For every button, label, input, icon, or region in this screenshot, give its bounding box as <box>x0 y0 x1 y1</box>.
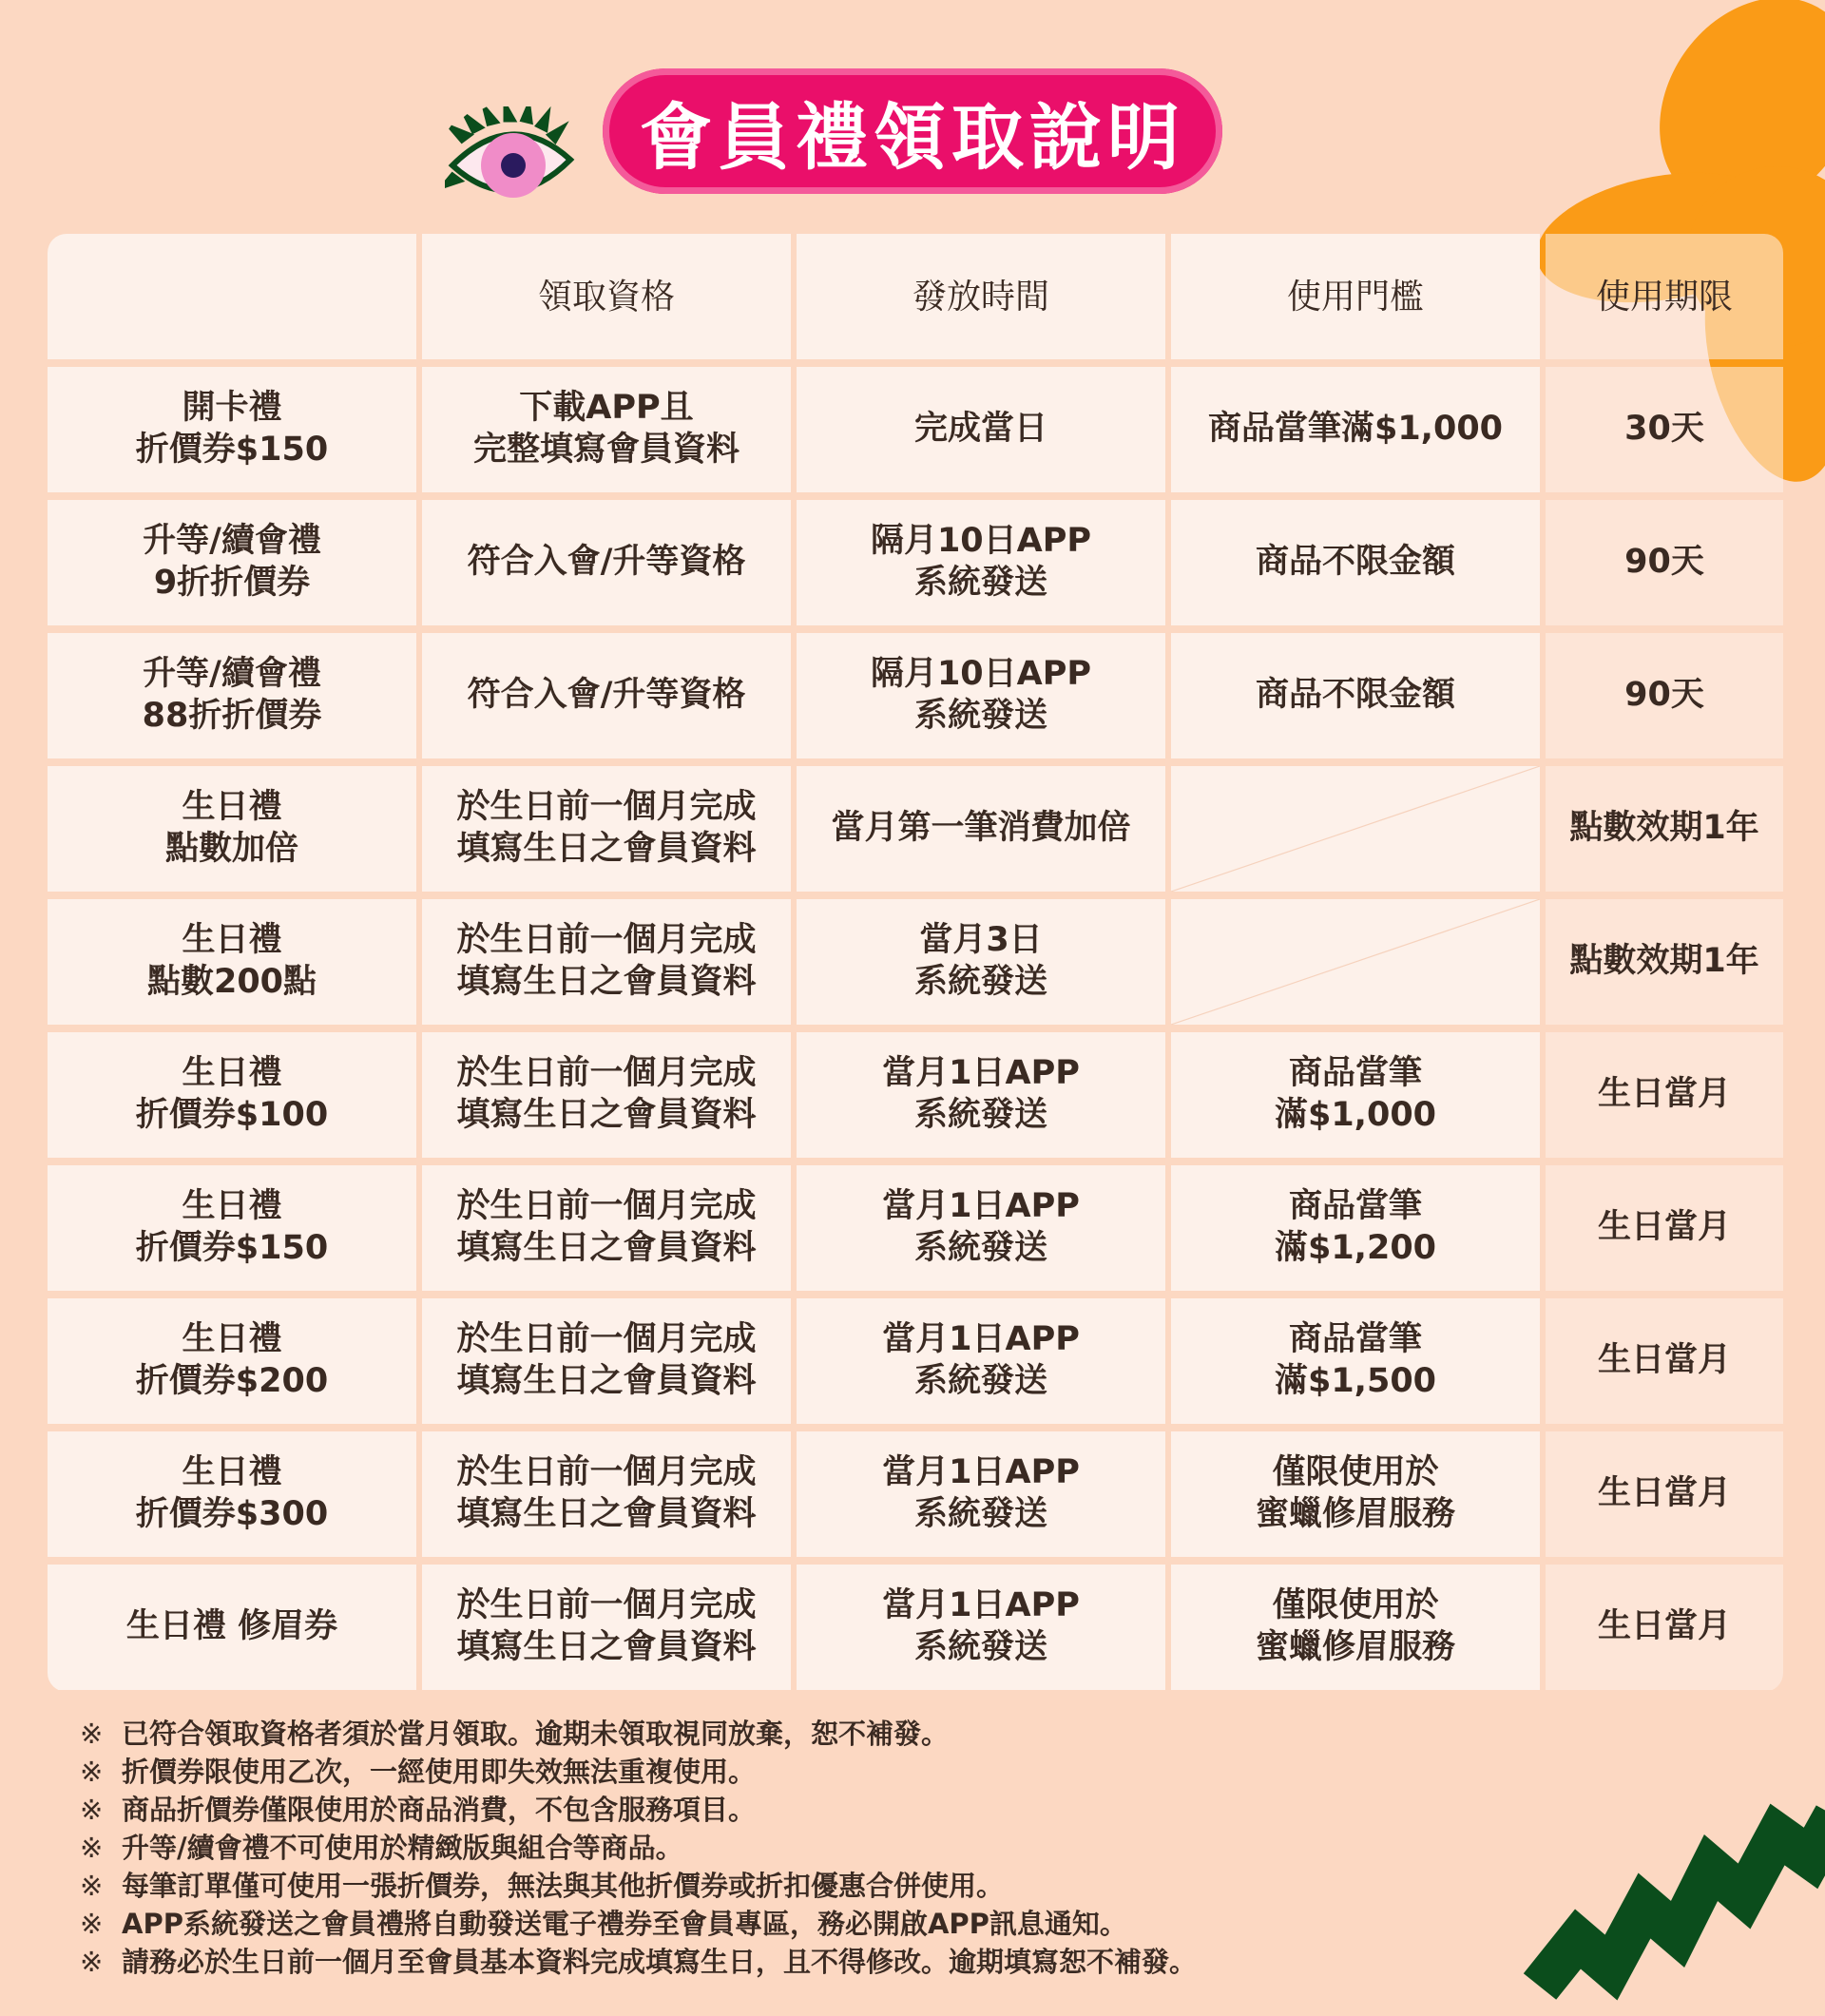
cell-eligibility: 下載APP且 完整填寫會員資料 <box>422 367 791 492</box>
cell-eligibility: 於生日前一個月完成 填寫生日之會員資料 <box>422 1565 791 1690</box>
cell-issue-time: 當月第一筆消費加倍 <box>797 766 1165 892</box>
cell-issue-time: 當月1日APP 系統發送 <box>797 1032 1165 1158</box>
empty-cell-slash <box>1171 766 1540 892</box>
cell-issue-time: 完成當日 <box>797 367 1165 492</box>
note-text: 已符合領取資格者須於當月領取。逾期未領取視同放棄，恕不補發。 <box>122 1718 950 1750</box>
cell-gift-name: 生日禮 折價券$200 <box>48 1298 416 1424</box>
cell-issue-time: 當月1日APP 系統發送 <box>797 1431 1165 1557</box>
note-mark-icon: ※ <box>80 1756 104 1788</box>
cell-usage-threshold: 商品不限金額 <box>1171 500 1540 625</box>
cell-usage-threshold: 商品當筆 滿$1,000 <box>1171 1032 1540 1158</box>
cell-usage-threshold: 僅限使用於 蜜蠟修眉服務 <box>1171 1565 1540 1690</box>
cell-gift-name: 開卡禮 折價券$150 <box>48 367 416 492</box>
header-gift-name <box>48 234 416 359</box>
notes-list <box>80 1715 1506 1981</box>
note-text: APP系統發送之會員禮將自動發送電子禮券至會員專區，務必開啟APP訊息通知。 <box>122 1908 1127 1940</box>
note-text: 折價券限使用乙次，一經使用即失效無法重複使用。 <box>122 1756 757 1788</box>
cell-usage-threshold <box>1171 899 1540 1025</box>
cell-eligibility: 於生日前一個月完成 填寫生日之會員資料 <box>422 899 791 1025</box>
cell-validity: 生日當月 <box>1546 1165 1783 1291</box>
cell-gift-name: 生日禮 點數加倍 <box>48 766 416 892</box>
note-item <box>80 1943 1506 1981</box>
header-usage-threshold: 使用門檻 <box>1171 234 1540 359</box>
zigzag-icon <box>1521 1749 1825 2016</box>
cell-issue-time: 當月1日APP 系統發送 <box>797 1565 1165 1690</box>
cell-usage-threshold <box>1171 766 1540 892</box>
cell-gift-name: 生日禮 修眉券 <box>48 1565 416 1690</box>
cell-validity: 生日當月 <box>1546 1032 1783 1158</box>
header-issue-time: 發放時間 <box>797 234 1165 359</box>
cell-validity: 90天 <box>1546 633 1783 758</box>
cell-usage-threshold: 商品當筆滿$1,000 <box>1171 367 1540 492</box>
note-text: 每筆訂單僅可使用一張折價券，無法與其他折價券或折扣優惠合併使用。 <box>122 1870 1005 1902</box>
cell-gift-name: 生日禮 折價券$100 <box>48 1032 416 1158</box>
cell-eligibility: 於生日前一個月完成 填寫生日之會員資料 <box>422 1165 791 1291</box>
gift-table-grid <box>48 234 1783 1692</box>
note-item <box>80 1753 1506 1791</box>
cell-usage-threshold: 商品當筆 滿$1,200 <box>1171 1165 1540 1291</box>
note-item <box>80 1867 1506 1905</box>
cell-validity: 生日當月 <box>1546 1431 1783 1557</box>
note-item <box>80 1791 1506 1829</box>
note-text: 升等/續會禮不可使用於精緻版與組合等商品。 <box>122 1832 683 1864</box>
cell-issue-time: 當月1日APP 系統發送 <box>797 1165 1165 1291</box>
header-eligibility: 領取資格 <box>422 234 791 359</box>
page-title: 會員禮領取說明 <box>640 94 1185 180</box>
cell-validity: 生日當月 <box>1546 1298 1783 1424</box>
cell-validity: 90天 <box>1546 500 1783 625</box>
cell-eligibility: 於生日前一個月完成 填寫生日之會員資料 <box>422 1032 791 1158</box>
cell-eligibility: 符合入會/升等資格 <box>422 633 791 758</box>
cell-gift-name: 生日禮 折價券$150 <box>48 1165 416 1291</box>
gift-table <box>48 234 1783 1692</box>
note-mark-icon: ※ <box>80 1908 104 1940</box>
cell-eligibility: 於生日前一個月完成 填寫生日之會員資料 <box>422 1431 791 1557</box>
cell-issue-time: 當月1日APP 系統發送 <box>797 1298 1165 1424</box>
cell-usage-threshold: 商品不限金額 <box>1171 633 1540 758</box>
note-mark-icon: ※ <box>80 1870 104 1902</box>
cell-validity: 生日當月 <box>1546 1565 1783 1690</box>
note-item <box>80 1829 1506 1867</box>
cell-eligibility: 符合入會/升等資格 <box>422 500 791 625</box>
note-item <box>80 1905 1506 1943</box>
title-banner <box>603 68 1222 194</box>
cell-usage-threshold: 僅限使用於 蜜蠟修眉服務 <box>1171 1431 1540 1557</box>
cell-validity: 30天 <box>1546 367 1783 492</box>
cell-issue-time: 當月3日 系統發送 <box>797 899 1165 1025</box>
note-item <box>80 1715 1506 1753</box>
header-validity: 使用期限 <box>1546 234 1783 359</box>
cell-eligibility: 於生日前一個月完成 填寫生日之會員資料 <box>422 766 791 892</box>
eye-icon <box>445 106 582 213</box>
cell-gift-name: 生日禮 折價券$300 <box>48 1431 416 1557</box>
empty-cell-slash <box>1171 899 1540 1025</box>
cell-validity: 點數效期1年 <box>1546 899 1783 1025</box>
note-mark-icon: ※ <box>80 1794 104 1826</box>
cell-gift-name: 升等/續會禮 88折折價券 <box>48 633 416 758</box>
cell-gift-name: 生日禮 點數200點 <box>48 899 416 1025</box>
cell-usage-threshold: 商品當筆 滿$1,500 <box>1171 1298 1540 1424</box>
note-mark-icon: ※ <box>80 1946 104 1978</box>
note-mark-icon: ※ <box>80 1718 104 1750</box>
cell-eligibility: 於生日前一個月完成 填寫生日之會員資料 <box>422 1298 791 1424</box>
cell-issue-time: 隔月10日APP 系統發送 <box>797 633 1165 758</box>
note-text: 請務必於生日前一個月至會員基本資料完成填寫生日，且不得修改。逾期填寫恕不補發。 <box>122 1946 1198 1978</box>
cell-issue-time: 隔月10日APP 系統發送 <box>797 500 1165 625</box>
note-text: 商品折價券僅限使用於商品消費，不包含服務項目。 <box>122 1794 757 1826</box>
note-mark-icon: ※ <box>80 1832 104 1864</box>
cell-gift-name: 升等/續會禮 9折折價券 <box>48 500 416 625</box>
cell-validity: 點數效期1年 <box>1546 766 1783 892</box>
